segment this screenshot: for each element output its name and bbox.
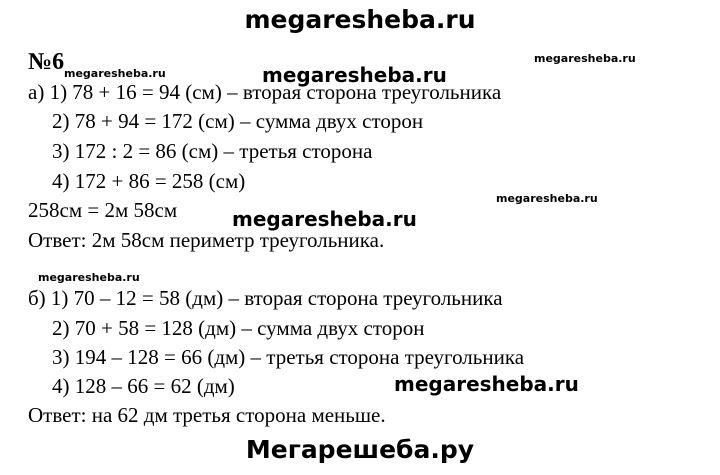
watermark-mid: megaresheba.ru bbox=[394, 372, 579, 396]
watermark-mid: megaresheba.ru bbox=[232, 207, 417, 231]
solution-b-line-3: 3) 194 – 128 = 66 (дм) – третья сторона треугольника bbox=[52, 345, 525, 369]
solution-a-line-1: а) 1) 78 + 16 = 94 (см) – вторая сторона треугольника bbox=[28, 80, 502, 104]
watermark-small: megaresheba.ru bbox=[534, 52, 636, 65]
solution-a-line-3: 3) 172 : 2 = 86 (см) – третья сторона bbox=[52, 139, 373, 163]
watermark-bottom: Мегарешеба.ру bbox=[245, 435, 475, 464]
solution-a-line-4: 4) 172 + 86 = 258 (см) bbox=[52, 169, 246, 193]
watermark-top: megaresheba.ru bbox=[244, 5, 476, 34]
solution-a-answer: Ответ: 2м 58см периметр треугольника. bbox=[28, 228, 385, 252]
watermark-small: megaresheba.ru bbox=[496, 192, 598, 205]
watermark-small: megaresheba.ru bbox=[64, 67, 166, 80]
solution-a-line-2: 2) 78 + 94 = 172 (см) – сумма двух сторон bbox=[52, 109, 424, 133]
solution-b-line-2: 2) 70 + 58 = 128 (дм) – сумма двух сторон bbox=[52, 316, 425, 340]
solution-b-line-1: б) 1) 70 – 12 = 58 (дм) – вторая сторона треугольника bbox=[28, 286, 503, 310]
solution-a-conversion: 258см = 2м 58см bbox=[28, 198, 178, 222]
watermark-mid: megaresheba.ru bbox=[262, 63, 447, 87]
problem-number: №6 bbox=[28, 49, 65, 75]
solution-b-line-4: 4) 128 – 66 = 62 (дм) bbox=[52, 374, 235, 398]
watermark-small: megaresheba.ru bbox=[38, 271, 140, 284]
solution-b-answer: Ответ: на 62 дм третья сторона меньше. bbox=[28, 403, 386, 427]
